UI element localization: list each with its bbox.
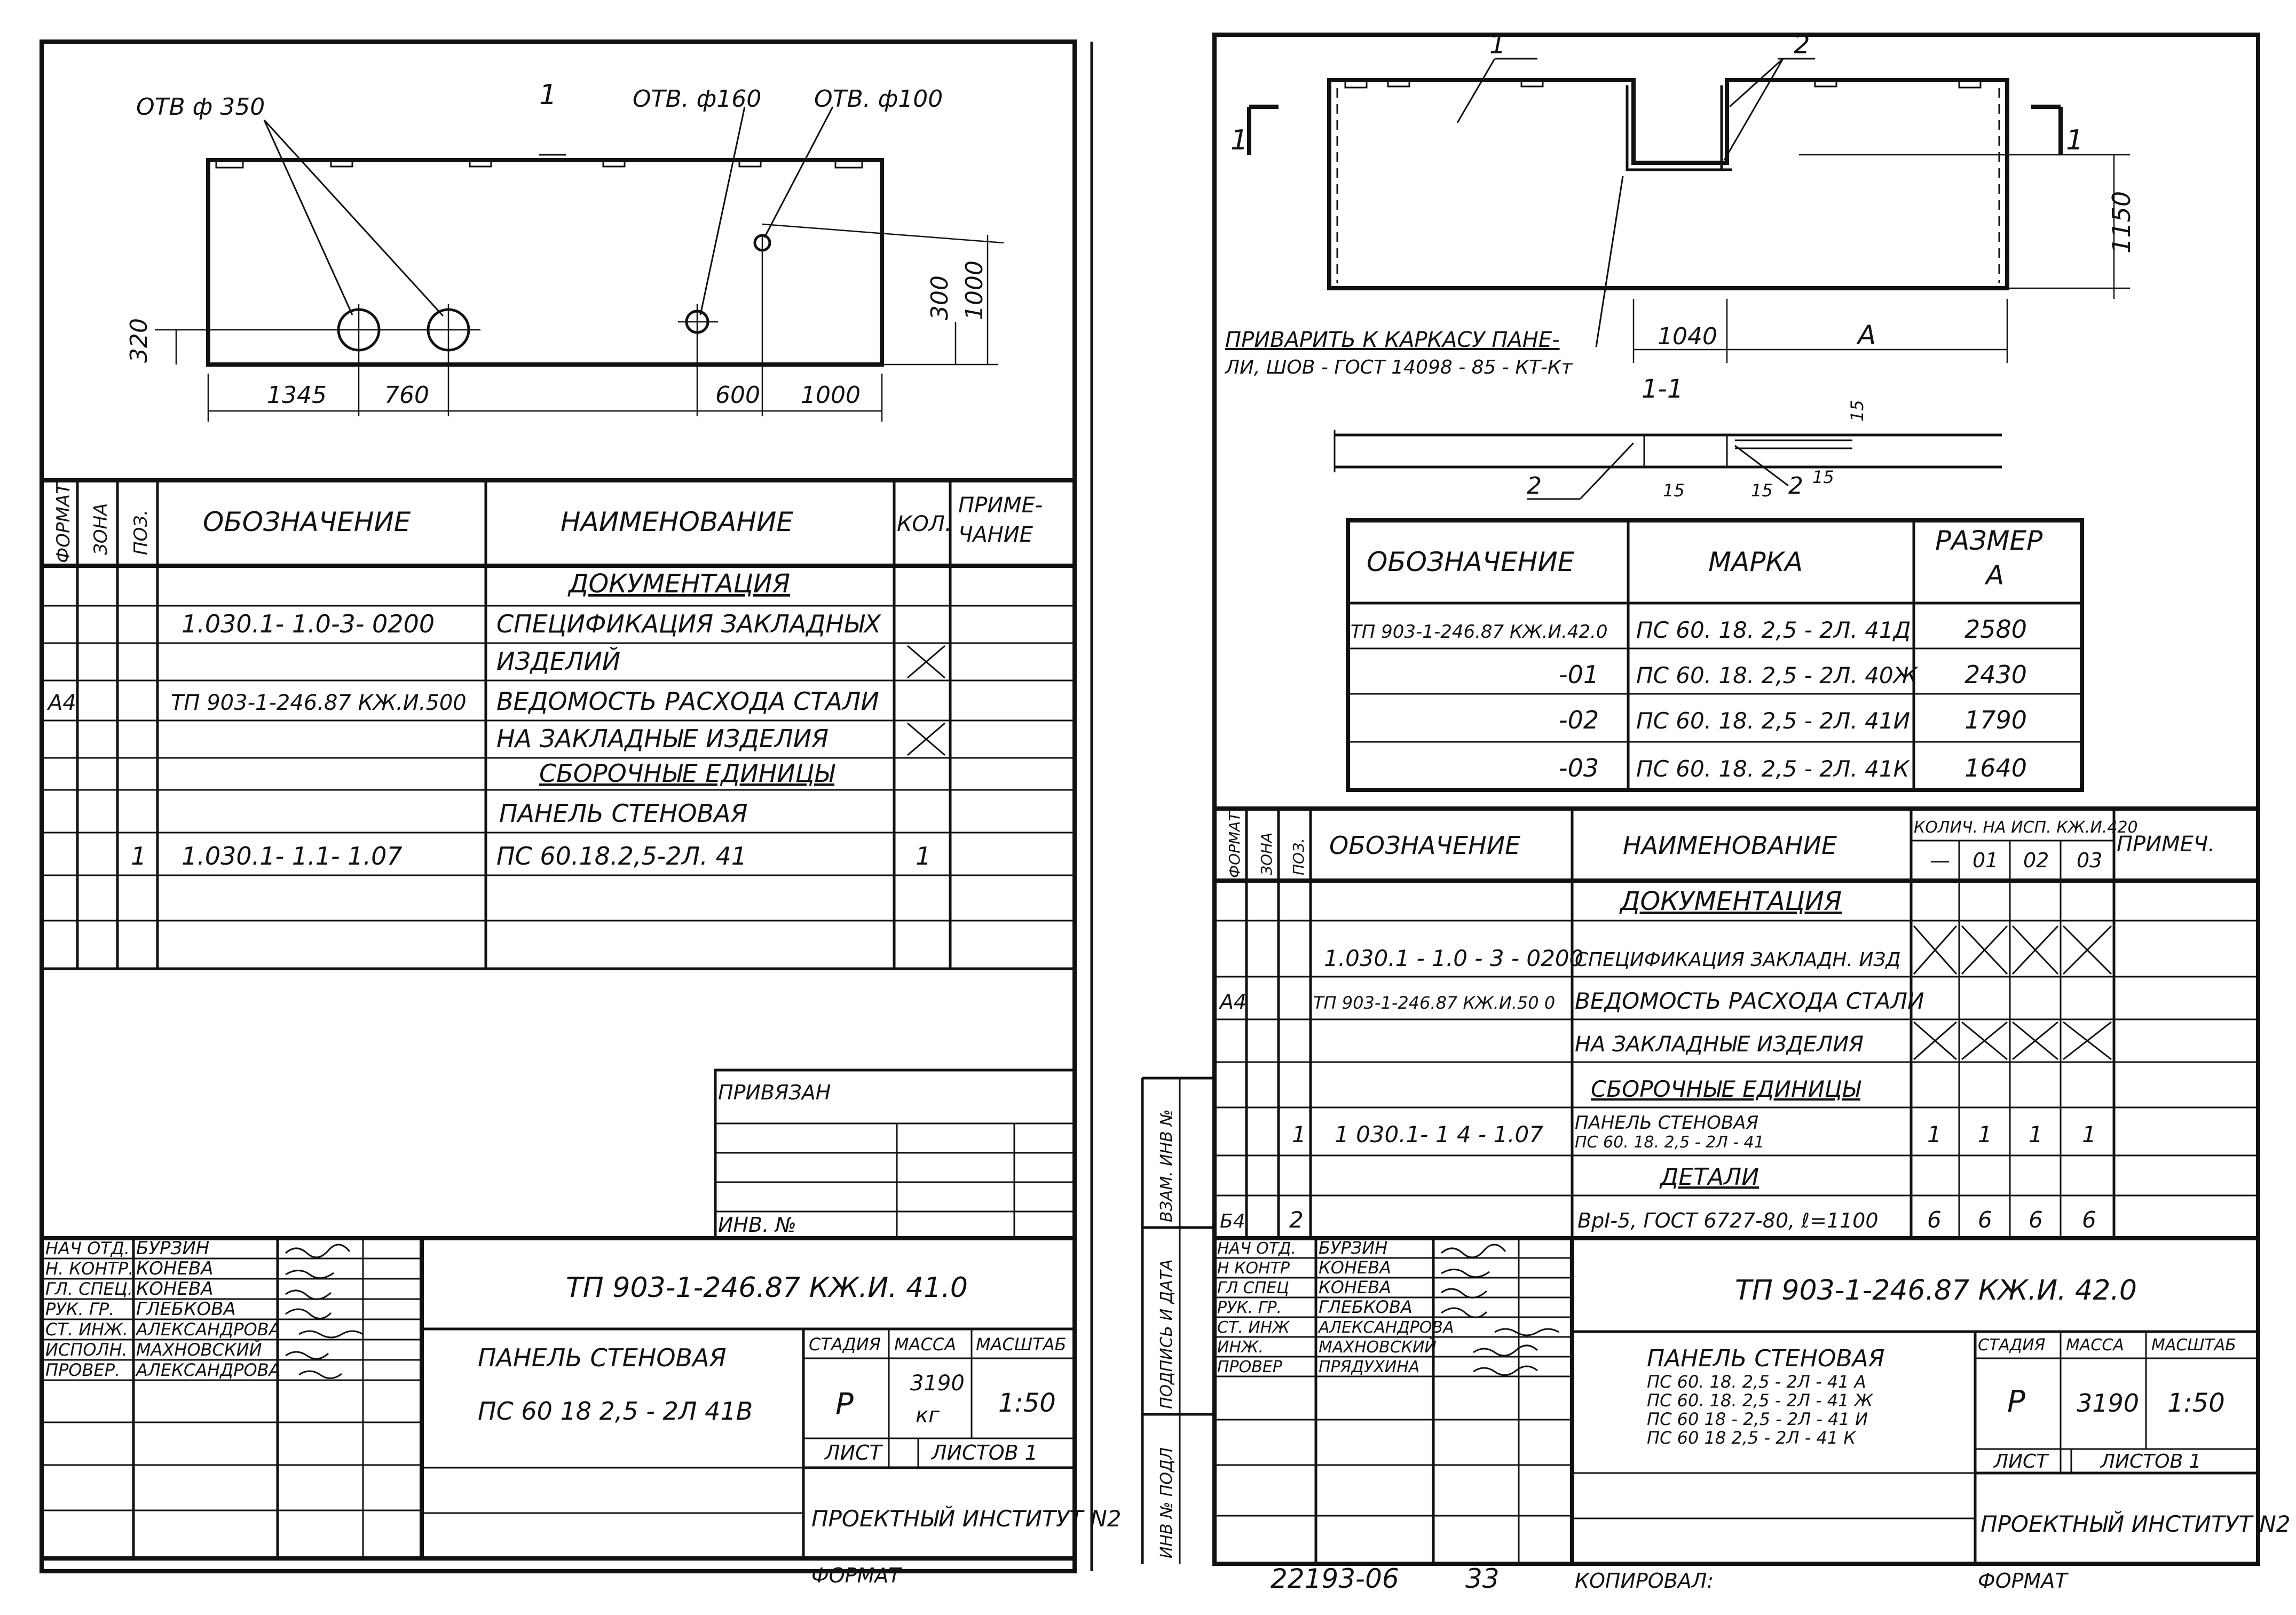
right-row-2-format: А4: [1220, 990, 1247, 1014]
right-row-5-q1: 1: [1978, 1121, 1992, 1147]
right-role-2: ГЛ СПЕЦ: [1217, 1279, 1289, 1297]
left-scale: 1:50: [998, 1388, 1056, 1418]
right-scale-label: МАСШТАБ: [2151, 1336, 2236, 1355]
left-format-label: ФОРМАТ: [811, 1564, 901, 1587]
left-title-block: [42, 1238, 1122, 1587]
left-org: ПРОЕКТНЫЙ ИНСТИТУТ N2: [811, 1506, 1122, 1532]
size-row-3-size: 1640: [1964, 754, 2027, 782]
left-person-5: МАХНОВСКИЙ: [136, 1340, 262, 1360]
left-row-4-name: НА ЗАКЛАДНЫЕ ИЗДЕЛИЯ: [496, 724, 829, 753]
dim-1040: 1040: [1658, 323, 1717, 350]
left-row-panel: ПАНЕЛЬ СТЕНОВАЯ: [499, 799, 748, 828]
side-label-a: ВЗАМ. ИНВ №: [1157, 1109, 1176, 1222]
left-row-7-qty: 1: [916, 842, 932, 870]
left-col-designation: ОБОЗНАЧЕНИЕ: [203, 506, 411, 537]
size-row-0-designation: ТП 903-1-246.87 КЖ.И.42.0: [1351, 621, 1608, 643]
left-role-3: РУК. ГР.: [45, 1299, 115, 1319]
left-col-format: ФОРМАТ: [53, 483, 74, 563]
left-person-0: БУРЗИН: [136, 1238, 210, 1259]
left-scale-label: МАСШТАБ: [976, 1334, 1067, 1355]
right-sheets-label: ЛИСТОВ 1: [2101, 1451, 2202, 1472]
size-row-1-mark: ПС 60. 18. 2,5 - 2Л. 40Ж: [1636, 662, 1918, 688]
right-row-7-q1: 6: [1978, 1207, 1992, 1233]
left-stage-label: СТАДИЯ: [809, 1334, 881, 1355]
right-row-5-q3: 1: [2082, 1121, 2096, 1147]
left-row-documentation: ДОКУМЕНТАЦИЯ: [569, 569, 791, 599]
dim-320: 320: [125, 318, 153, 363]
left-role-2: ГЛ. СПЕЦ.: [45, 1279, 133, 1299]
right-person-1: КОНЕВА: [1319, 1257, 1392, 1278]
right-row-1-name: СПЕЦИФИКАЦИЯ ЗАКЛАДН. ИЗД: [1575, 949, 1901, 971]
weld-note-1: ПРИВАРИТЬ К КАРКАСУ ПАНЕ-: [1225, 328, 1560, 352]
section-mark-right: 1: [2066, 124, 2084, 156]
left-col-zone: ЗОНА: [90, 503, 112, 555]
right-signature-4: [1495, 1329, 1559, 1335]
right-panel-outline: [1329, 80, 2007, 288]
right-row-2-designation: ТП 903-1-246.87 КЖ.И.50 0: [1313, 993, 1556, 1013]
size-row-1-designation: -01: [1559, 660, 1599, 689]
right-role-0: НАЧ ОТД.: [1217, 1239, 1297, 1258]
right-signature-5: [1473, 1345, 1537, 1356]
right-row-3-name: НА ЗАКЛАДНЫЕ ИЗДЕЛИЯ: [1575, 1032, 1864, 1057]
left-mass-unit: кг: [916, 1403, 940, 1428]
inv-label: ИНВ. №: [718, 1213, 796, 1237]
left-role-5: ИСПОЛН.: [45, 1340, 128, 1360]
left-signature-5: [286, 1352, 328, 1359]
right-row-5-name-1: ПАНЕЛЬ СТЕНОВАЯ: [1575, 1112, 1759, 1134]
right-row-2-name: ВЕДОМОСТЬ РАСХОДА СТАЛИ: [1575, 988, 1924, 1014]
size-row-0-mark: ПС 60. 18. 2,5 - 2Л. 41Д: [1636, 617, 1911, 643]
left-row-7-name: ПС 60.18.2,5-2Л. 41: [496, 842, 747, 870]
left-person-4: АЛЕКСАНДРОВА: [136, 1319, 281, 1340]
left-col-qty: КОЛ.: [897, 512, 952, 536]
right-col-name: НАИМЕНОВАНИЕ: [1623, 831, 1837, 860]
right-stage-label: СТАДИЯ: [1978, 1336, 2046, 1355]
right-col-format: ФОРМАТ: [1226, 812, 1243, 878]
left-mass: 3190: [910, 1371, 965, 1396]
left-sheet: [42, 42, 1122, 1587]
right-sheet: [1142, 30, 2291, 1594]
right-row-7-q2: 6: [2029, 1207, 2043, 1233]
right-sheet-label: ЛИСТ: [1994, 1451, 2048, 1472]
left-role-1: Н. КОНТР.: [45, 1258, 134, 1279]
dim-1150: 1150: [2107, 191, 2136, 254]
section-pos-2a: 2: [1527, 472, 1542, 500]
size-row-2-size: 1790: [1964, 706, 2027, 734]
right-title-4: ПС 60 18 2,5 - 2Л - 41 К: [1647, 1428, 1856, 1448]
size-col-size-2: А: [1986, 560, 2005, 591]
size-row-3-mark: ПС 60. 18. 2,5 - 2Л. 41К: [1636, 756, 1910, 782]
right-col-zone: ЗОНА: [1258, 832, 1275, 875]
left-role-6: ПРОВЕР.: [45, 1360, 121, 1380]
right-title-2: ПС 60. 18. 2,5 - 2Л - 41 Ж: [1647, 1390, 1873, 1411]
right-row-7-q3: 6: [2082, 1207, 2096, 1233]
left-row-3-name: ВЕДОМОСТЬ РАСХОДА СТАЛИ: [496, 687, 879, 716]
right-signature-3: [1441, 1308, 1487, 1318]
size-col-mark: МАРКА: [1708, 547, 1803, 577]
right-pos-2: 2: [1794, 30, 1810, 60]
dim-760: 760: [384, 382, 429, 409]
left-col-note-2: ЧАНИЕ: [958, 522, 1033, 547]
section-15b: 15: [1751, 480, 1773, 501]
section-mark-left: 1: [1230, 124, 1249, 156]
right-row-7-format: Б4: [1220, 1210, 1245, 1232]
right-role-1: Н КОНТР: [1217, 1259, 1290, 1278]
size-row-1-size: 2430: [1964, 660, 2027, 689]
right-title-1: ПС 60. 18. 2,5 - 2Л - 41 А: [1647, 1372, 1866, 1392]
left-doc-code: ТП 903-1-246.87 КЖ.И. 41.0: [566, 1272, 968, 1304]
left-sheet-label: ЛИСТ: [825, 1441, 882, 1464]
left-row-3-format: А4: [48, 691, 76, 715]
right-row-documentation: ДОКУМЕНТАЦИЯ: [1620, 886, 1842, 916]
section-15d: 15: [1847, 400, 1867, 422]
right-person-5: МАХНОВСКИЙ: [1319, 1338, 1437, 1357]
section-title: 1-1: [1642, 374, 1684, 404]
left-col-name: НАИМЕНОВАНИЕ: [561, 506, 793, 537]
left-signature-0: [286, 1245, 350, 1257]
right-signature-0: [1441, 1245, 1505, 1257]
right-row-7-q0: 6: [1927, 1207, 1942, 1233]
hole-160-label: ОТВ. ф160: [633, 85, 762, 113]
right-col-pos: ПОЗ.: [1290, 838, 1307, 875]
left-row-7-pos: 1: [131, 842, 147, 870]
right-scale: 1:50: [2167, 1388, 2225, 1418]
left-mass-label: МАССА: [894, 1334, 957, 1355]
right-row-1-designation: 1.030.1 - 1.0 - 3 - 0200: [1324, 945, 1584, 971]
right-stage: Р: [2007, 1384, 2025, 1419]
left-panel-drawing: [125, 79, 1004, 422]
right-row-5-name-2: ПС 60. 18. 2,5 - 2Л - 41: [1575, 1133, 1764, 1152]
right-format-label: ФОРМАТ: [1978, 1569, 2068, 1593]
left-stage: Р: [835, 1387, 854, 1422]
pos-1-label: 1: [539, 79, 557, 111]
left-signature-3: [286, 1309, 331, 1319]
hole-350-label: ОТВ ф 350: [136, 93, 265, 121]
footer-page: 33: [1465, 1563, 1500, 1594]
right-person-3: ГЛЕБКОВА: [1319, 1297, 1413, 1317]
dim-300: 300: [926, 275, 953, 320]
right-row-7-pos: 2: [1289, 1207, 1304, 1233]
right-org: ПРОЕКТНЫЙ ИНСТИТУТ N2: [1981, 1511, 2291, 1537]
left-title-1: ПАНЕЛЬ СТЕНОВАЯ: [478, 1343, 727, 1372]
right-panel-drawing: [1224, 30, 2136, 501]
right-mass-label: МАССА: [2066, 1336, 2124, 1355]
right-spec-table: [1214, 809, 2258, 1238]
side-label-c: ИНВ № ПОДЛ: [1157, 1447, 1176, 1558]
right-col-q2: 02: [2023, 849, 2049, 872]
right-col-q1: 01: [1972, 849, 1999, 872]
left-role-0: НАЧ ОТД.: [45, 1238, 130, 1258]
right-row-5-designation: 1 030.1- 1 4 - 1.07: [1335, 1121, 1543, 1147]
left-sheets-label: ЛИСТОВ 1: [932, 1441, 1038, 1464]
right-role-4: СТ. ИНЖ: [1217, 1318, 1290, 1337]
dim-1345: 1345: [267, 382, 327, 409]
right-row-assembly: СБОРОЧНЫЕ ЕДИНИЦЫ: [1591, 1076, 1860, 1102]
footer-copied: КОПИРОВАЛ:: [1575, 1569, 1714, 1593]
right-signature-1: [1441, 1270, 1489, 1277]
left-signature-1: [286, 1271, 334, 1278]
dim-a: А: [1858, 320, 1876, 351]
right-person-6: ПРЯДУХИНА: [1319, 1358, 1420, 1376]
left-person-2: КОНЕВА: [136, 1278, 214, 1300]
panel-outline: [208, 160, 882, 365]
footer-number: 22193-06: [1271, 1563, 1399, 1594]
section-1-1: [1335, 400, 2002, 501]
right-row-5-pos: 1: [1292, 1121, 1306, 1147]
bound-label: ПРИВЯЗАН: [718, 1081, 831, 1104]
left-person-6: АЛЕКСАНДРОВА: [136, 1360, 281, 1380]
size-row-2-designation: -02: [1559, 706, 1599, 734]
left-row-3-designation: ТП 903-1-246.87 КЖ.И.500: [171, 691, 467, 715]
left-signature-6: [299, 1371, 342, 1379]
right-signature-6: [1473, 1366, 1537, 1375]
right-title-block: [1214, 1238, 2291, 1593]
left-row-7-designation: 1.030.1- 1.1- 1.07: [182, 842, 403, 870]
right-title-3: ПС 60 18 - 2,5 - 2Л - 41 И: [1647, 1409, 1868, 1429]
size-row-2-mark: ПС 60. 18. 2,5 - 2Л. 41И: [1636, 708, 1911, 734]
right-pos-1: 1: [1489, 30, 1506, 60]
left-title-2: ПС 60 18 2,5 - 2Л 41В: [478, 1397, 753, 1426]
right-person-4: АЛЕКСАНДРОВА: [1319, 1318, 1454, 1337]
section-15c: 15: [1812, 467, 1834, 487]
section-15a: 15: [1663, 480, 1685, 501]
right-title-0: ПАНЕЛЬ СТЕНОВАЯ: [1647, 1345, 1885, 1372]
left-col-note-1: ПРИМЕ-: [958, 493, 1043, 518]
left-col-pos: ПОЗ.: [130, 510, 152, 555]
dim-1000-h: 1000: [801, 382, 861, 409]
right-col-q3: 03: [2077, 849, 2103, 872]
right-row-5-q0: 1: [1927, 1121, 1942, 1147]
section-pos-2b: 2: [1788, 472, 1803, 500]
right-row-details: ДЕТАЛИ: [1660, 1163, 1760, 1191]
size-row-0-size: 2580: [1964, 615, 2027, 644]
weld-note-2: ЛИ, ШОВ - ГОСТ 14098 - 85 - КТ-Кт: [1225, 357, 1573, 378]
size-col-designation: ОБОЗНАЧЕНИЕ: [1367, 547, 1575, 577]
right-col-q0: —: [1930, 849, 1950, 872]
left-row-1-designation: 1.030.1- 1.0-3- 0200: [182, 609, 435, 638]
left-signature-2: [286, 1291, 331, 1299]
left-person-1: КОНЕВА: [136, 1258, 214, 1279]
dim-600: 600: [715, 382, 760, 409]
right-row-5-q2: 1: [2029, 1121, 2043, 1147]
size-table: [1348, 520, 2082, 790]
right-doc-code: ТП 903-1-246.87 КЖ.И. 42.0: [1735, 1274, 2137, 1307]
right-col-qty: КОЛИЧ. НА ИСП. КЖ.И.420: [1914, 818, 2138, 837]
right-person-2: КОНЕВА: [1319, 1277, 1392, 1297]
left-bound-block: [715, 1070, 1075, 1238]
hole-100-label: ОТВ. ф100: [814, 85, 943, 113]
right-role-3: РУК. ГР.: [1217, 1299, 1282, 1317]
right-row-7-name: ВрI-5, ГОСТ 6727-80, ℓ=1100: [1577, 1209, 1879, 1232]
right-mass: 3190: [2077, 1389, 2140, 1418]
right-col-designation: ОБОЗНАЧЕНИЕ: [1329, 831, 1521, 860]
left-person-3: ГЛЕБКОВА: [136, 1299, 236, 1320]
left-role-4: СТ. ИНЖ.: [45, 1319, 128, 1340]
left-row-2-name: ИЗДЕЛИЙ: [496, 647, 621, 676]
right-person-0: БУРЗИН: [1319, 1238, 1388, 1258]
right-role-5: ИНЖ.: [1217, 1338, 1264, 1357]
left-signature-4: [299, 1331, 363, 1337]
left-spec-table: [42, 480, 1075, 969]
size-col-size-1: РАЗМЕР: [1935, 525, 2043, 556]
right-col-note: ПРИМЕЧ.: [2117, 832, 2215, 857]
left-row-assembly: СБОРОЧНЫЕ ЕДИНИЦЫ: [539, 759, 835, 788]
left-row-1-name: СПЕЦИФИКАЦИЯ ЗАКЛАДНЫХ: [496, 609, 881, 638]
right-role-6: ПРОВЕР: [1217, 1358, 1282, 1376]
dim-1000-v: 1000: [961, 260, 988, 320]
right-signature-2: [1441, 1289, 1487, 1297]
side-label-b: ПОДПИСЬ И ДАТА: [1157, 1259, 1176, 1409]
size-row-3-designation: -03: [1559, 754, 1599, 782]
